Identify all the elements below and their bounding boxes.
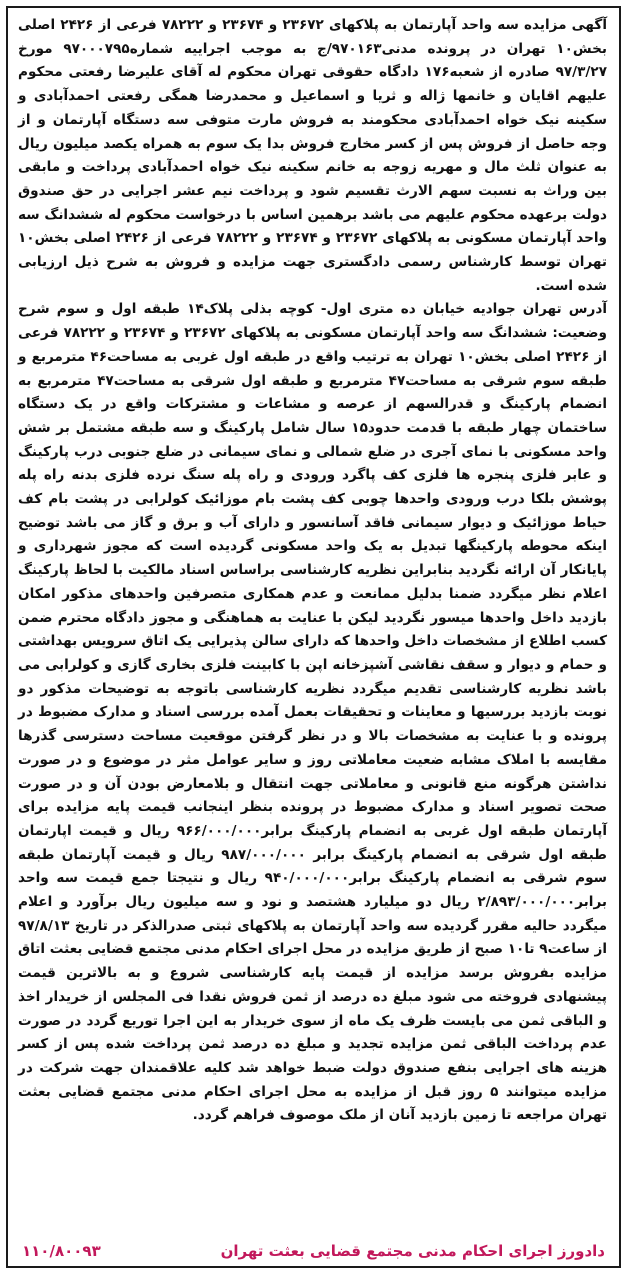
signature-line: دادورز اجرای احکام مدنی مجتمع قضایی بعثت تهران xyxy=(220,1242,605,1260)
notice-body xyxy=(18,14,607,1128)
notice-footer xyxy=(22,1242,605,1260)
notice-paragraph-details: آدرس تهران جوادیه خیابان ده متری اول- کوچه بذلی پلاک۱۴ طبقه اول و سوم شرح وضعیت: ششدانگ سه واحد آپارتمان مسکونی به پلاکهای ۲۳۶۷۲ و ۲۳۶۷۴ و ۷۸۲۲۲ فرعی از ۲۴۲۶ اصلی بخش۱۰ تهران به ترتیب واقع در طبقه اول غربی به مساحت۴۶ مترمربع و طبقه سوم شرقی به مساحت۴۷ مترمربع و طبقه اول شرقی به مساحت۴۷ مترمربع به انضمام پارکینگ و قدرالسهم از عرصه و مشاعات و مشترکات واقع در یک دستگاه ساختمان چهار طبقه با قدمت حدود۱۵ سال شامل پارکینگ و سه طبقه مشتمل بر شش واحد مسکونی با نمای آجری در ضلع شمالی و نمای سیمانی در ضلع جنوبی درب پارکینگ و عابر فلزی پنجره ها فلزی کف پاگرد ورودی و راه پله سنگ نرده فلزی بدنه راه پله پوشش بلکا درب ورودی واحدها چوبی کف پشت بام موزائیک کولرابی در پشت بام کف حیاط موزائیک و دیوار سیمانی فاقد آسانسور و دارای آب و برق و گاز می باشد توضیح اینکه محوطه پارکینگها تبدیل به یک واحد مسکونی گردیده است که مجوز شهرداری و پایانکار آن ارائه نگردید بنابراین نظریه کارشناسی براساس اسناد مالکیت با لحاظ پارکینگ اعلام نظر میگردد ضمنا بدلیل ممانعت و عدم همکاری متصرفین واحدهای مذکور امکان بازدید داخل واحدها میسور نگردید لیکن با عنایت به هماهنگی و مجوز دادگاه محترم ضمن کسب اطلاع از مشخصات داخل واحدها که دارای سالن پذیرایی یک اتاق سرویس بهداشتی و حمام و دیوار و سقف نقاشی آشپزخانه اپن با کابینت فلزی بخاری گازی و کولرابی می باشد نظریه کارشناسی تقدیم میگردد نظریه کارشناسی باتوجه به توضیحات مذکور دو نوبت بازدید بررسیها و معاینات و تحقیقات بعمل آمده بررسی اسناد و مدارک مضبوط در پرونده و با عنایت به مشخصات بالا و در نظر گرفتن موقعیت مساحت دسترسی گذرها مقایسه با املاک مشابه ضعیت معاملاتی روز و سایر عوامل مثر در موضوع و در صورت نداشتن هرگونه منع قانونی و معاملاتی جهت انتقال و بلامعارض بودن آن و در صورت صحت تصویر اسناد و مدارک مضبوط در پرونده بنظر اینجانب قیمت پایه مزایده برای آپارتمان طبقه اول غربی به انضمام پارکینگ برابر۹۶۶/۰۰۰/۰۰۰ ریال و قیمت اپارتمان طبقه اول شرقی به انضمام پارکینگ برابر ۹۸۷/۰۰۰/۰۰۰ ریال و قیمت آپارتمان طبقه سوم شرقی به انضمام پارکینگ برابر۹۴۰/۰۰۰/۰۰۰ ریال و نتیجتا جمع قیمت سه واحد برابر۲/۸۹۳/۰۰۰/۰۰۰ ریال دو میلیارد هشتصد و نود و سه میلیون ریال برآورد و اعلام میگردد حالیه مقرر گردیده سه واحد آپارتمان به پلاکهای ثبتی صدرالذکر در تاریخ ۹۷/۸/۱۳ از ساعت۹ تا۱۰ صبح از طریق مزایده در محل اجرای احکام مدنی مجتمع قضایی بعثت اتاق مزایده بفروش برسد مزایده از قیمت پایه کارشناسی شروع و به بالاترین قیمت پیشنهادی فروخته می شود مبلغ ده درصد از ثمن فروش نقدا فی المجلس از خریدار اخذ و الباقی ثمن می بایست ظرف یک ماه از سوی خریدار به این اجرا توریع گردد در صورت عدم پرداخت الباقی ثمن مزایده تجدید و مبلغ ده درصد ثمن پرداخت شده پس از کسر هزینه های اجرایی بنفع صندوق دولت ضبط خواهد شد کلیه علاقمندان جهت شرکت در مزایده میتوانند ۵ روز قبل از مزایده به محل اجرای احکام مدنی مجتمع قضایی بعثت تهران مراجعه تا زمین بازدید آنان از ملک موصوف فراهم گردد. xyxy=(18,301,608,1124)
auction-notice xyxy=(6,6,621,1268)
notice-code: ۱۱۰/۸۰۰۹۳ xyxy=(22,1242,101,1260)
notice-paragraph-intro: آگهی مزایده سه واحد آپارتمان به پلاکهای ۲۳۶۷۲ و ۲۳۶۷۴ و ۷۸۲۲۲ فرعی از ۲۴۲۶ اصلی بخش۱۰ تهران در پرونده مدنی۹۷۰۱۶۳/ج به موجب اجراییه شماره۹۷۰۰۰۷۹۵ مورخ ۹۷/۳/۲۷ صادره از شعبه۱۷۶ دادگاه حقوقی تهران محکوم له آقای علیرضا رفعتی محکوم علیهم اقایان و خانمها ژاله و ثریا و اسماعیل و محمدرضا همگی رفعتی احمدآبادی و سکینه نیک خواه احمدآبادی محکومند به فروش مارت متوفی سه دستگاه آپارتمان و از وجه حاصل از فروش پس از کسر مخارج فروش بدا یک سوم به همراه یکصد میلیون ریال به عنوان ثلث مال و مهریه زوجه به خانم سکینه نیک خواه احمدآبادی پرداخت و مابقی بین وراث به نسبت سهم الارث تقسیم شود و پرداخت نیم عشر اجرایی در حق صندوق دولت برعهده محکوم علیهم می باشد برهمین اساس با درخواست محکوم له ششدانگ سه واحد آپارتمان مسکونی به پلاکهای ۲۳۶۷۲ و ۲۳۶۷۴ و ۷۸۲۲۲ فرعی از ۲۴۲۶ اصلی بخش۱۰ تهران توسط کارشناس رسمی دادگستری جهت مزایده و فروش به شرح ذیل ارزیابی شده است. xyxy=(18,17,608,294)
